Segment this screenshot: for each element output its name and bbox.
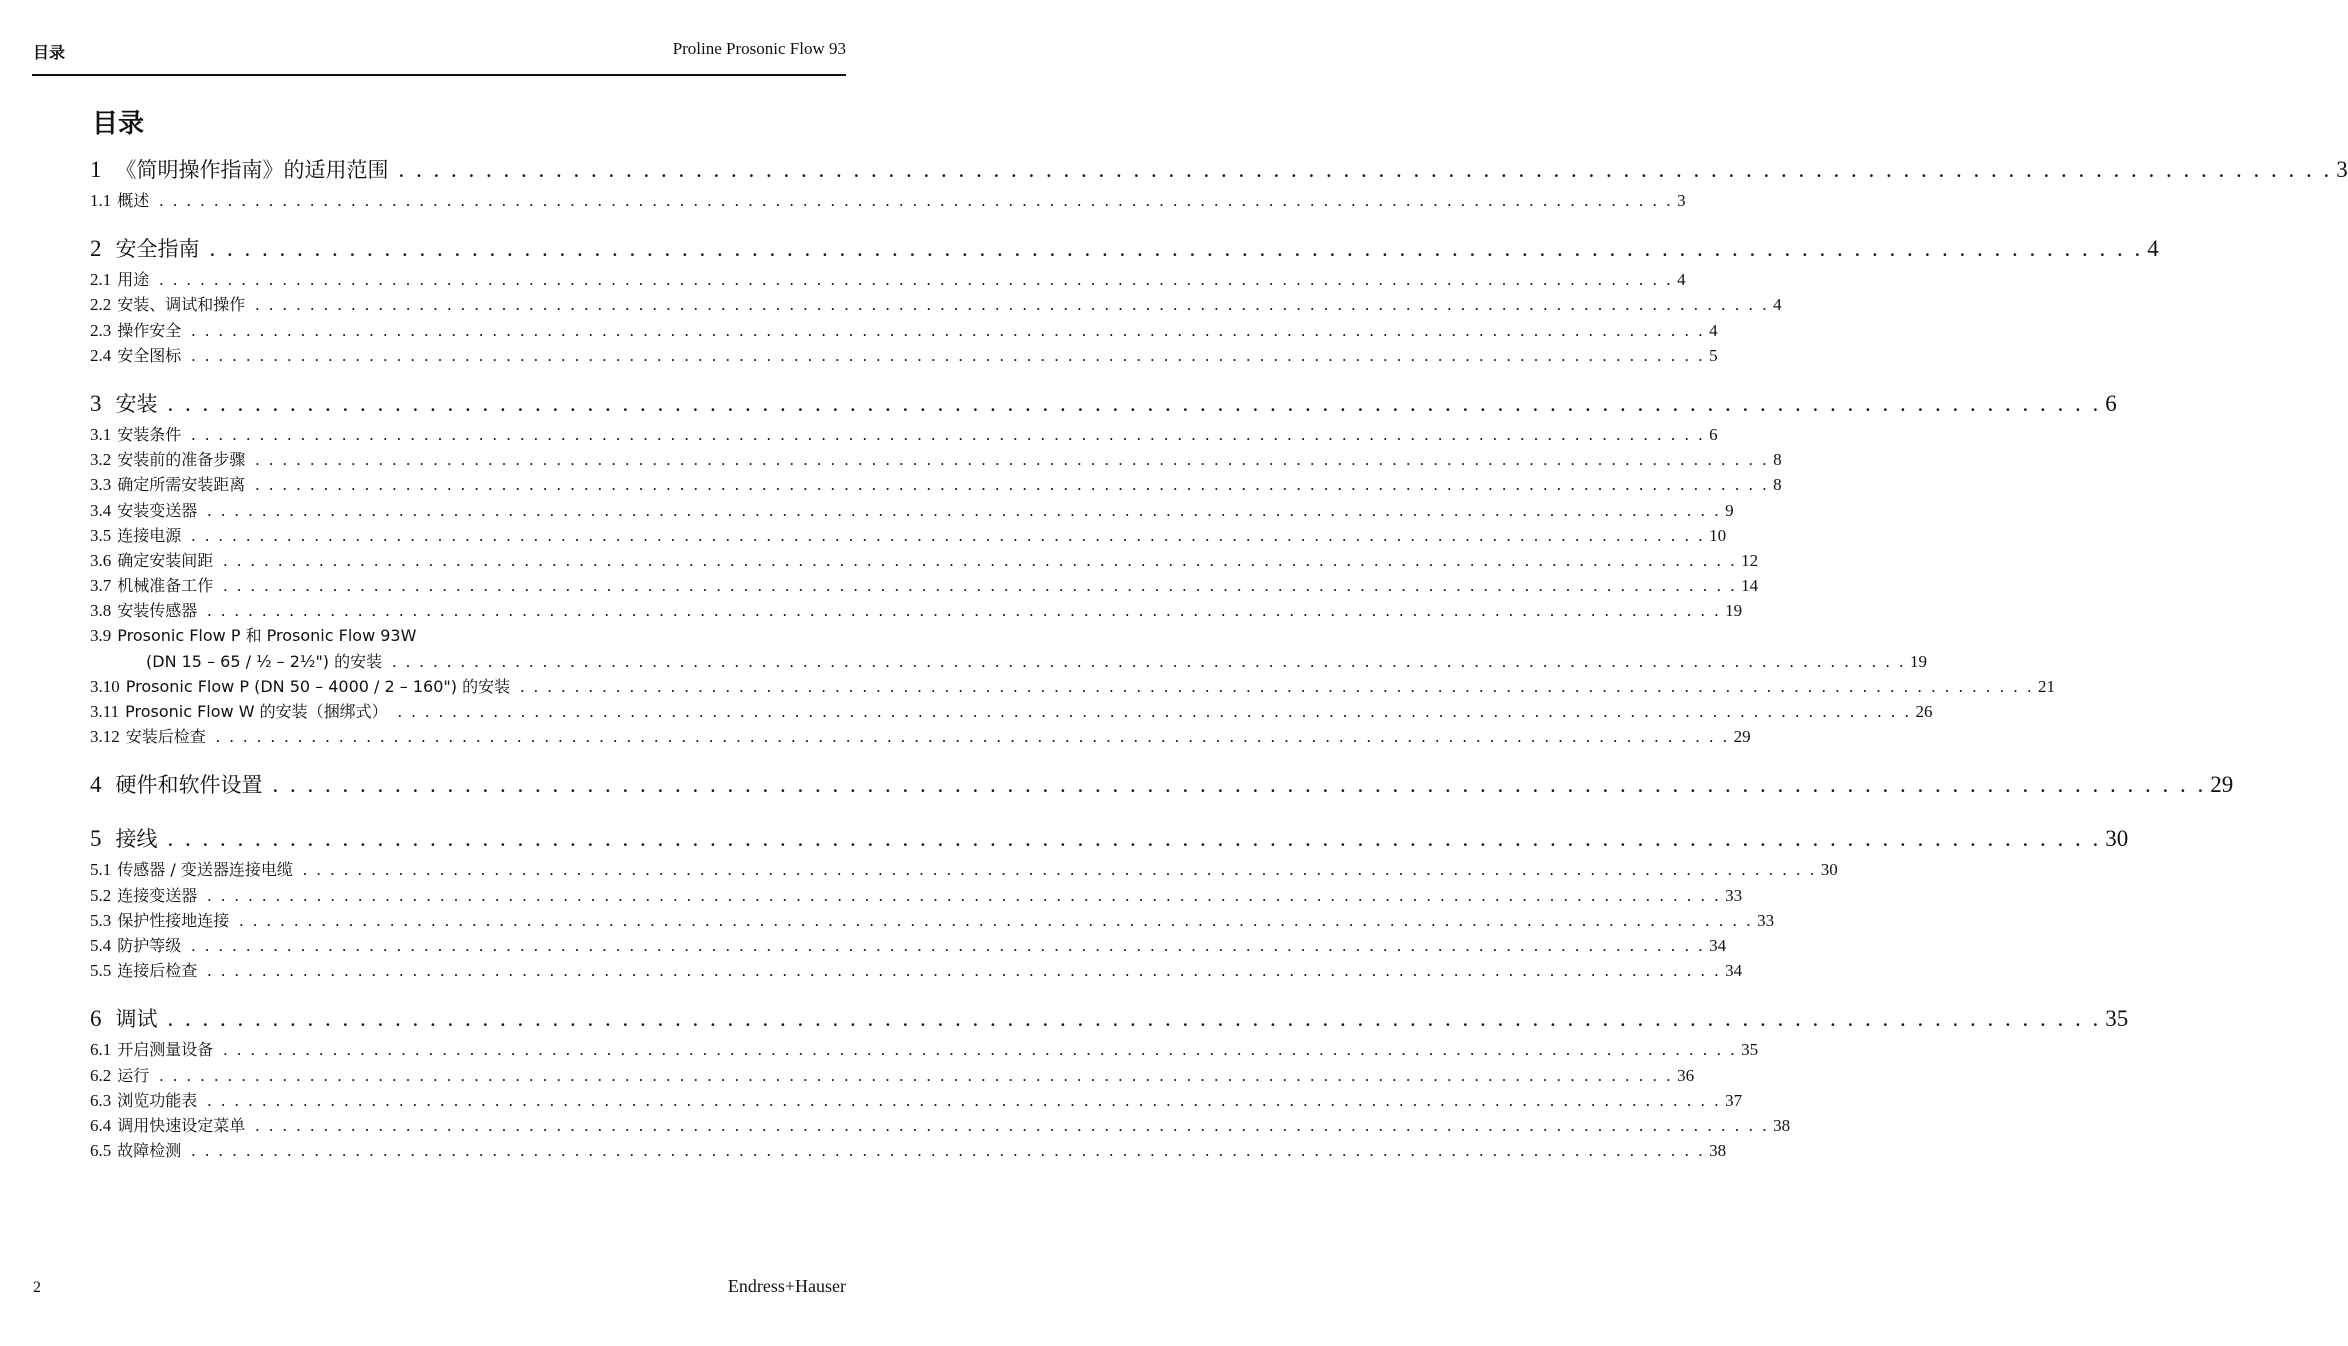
toc-entry-title: 硬件和软件设置 (115, 773, 263, 798)
toc-title: 目录 (92, 109, 145, 139)
toc-dot-leader: . . . . . . . . . . . . . . . . . . . . . . . . . . . . . . . . . . . . . . . . . . . . . . . . . . . . . . . . . . . . . . . . . . . . . . . . . . . . . . . . . . . . . . . . . . . . . . . . . . . . . . . . . . . . . . . (207, 885, 1722, 905)
toc-dot-leader: . . . . . . . . . . . . . . . . . . . . . . . . . . . . . . . . . . . . . . . . . . . . . . . . . . . . . . . . . . . . . . . . . . . . . . . . . . . . . . . . . . . . . . . . . . . . . . . . . . . . . . . . . . . . . . . (239, 910, 1754, 930)
toc-entry-page: 38 (1709, 1141, 1727, 1161)
toc-entry-title: 确定所需安装距离 (117, 475, 246, 495)
toc-dot-leader: . . . . . . . . . . . . . . . . . . . . . . . . . . . . . . . . . . . . . . . . . . . . . . . . . . . . . . . . . . . . . . . . . . . . . . . . . . . . . . . . . . . . . . . . . . . . . . . . . . . . . . . . . . . . . . . (223, 1040, 1738, 1060)
toc-entry-title: 确定安装间距 (117, 550, 214, 570)
toc-entry-page: 9 (1725, 500, 1734, 520)
toc-entry-title: 连接电源 (117, 525, 182, 545)
toc-section (90, 388, 2117, 749)
toc-entry-page: 5 (1709, 345, 1718, 365)
toc-subsection-entry[interactable] (90, 958, 1743, 983)
toc-entry-page: 19 (1910, 651, 1927, 671)
toc-entry-title: Prosonic Flow W 的安装（捆绑式） (125, 702, 388, 721)
toc-subsection-entry[interactable] (90, 292, 1782, 317)
toc-entry-title: 安装后检查 (125, 727, 206, 747)
toc-dot-leader: . . . . . . . . . . . . . . . . . . . . . . . . . . . . . . . . . . . . . . . . . . . . . . . . . . . . . . . . . . . . . . . . . . . . . . . . . . . . . . . . . . . . . . . . . . . . . . . . . . . . . . . . . . . . . . . (167, 826, 2102, 852)
toc-dot-leader: . . . . . . . . . . . . . . . . . . . . . . . . . . . . . . . . . . . . . . . . . . . . . . . . . . . . . . . . . . . . . . . . . . . . . . . . . . . . . . . . . . . . . . . . . . . . . . . . . . . . . . . . . . . . . . . (215, 727, 1730, 747)
toc-entry-number: 2 (90, 236, 102, 262)
toc-entry-number: 2.2 (90, 295, 112, 315)
toc-chapter-entry[interactable] (90, 769, 2234, 803)
toc-chapter-entry[interactable] (90, 823, 2129, 857)
toc-entry-title: 安全指南 (115, 237, 200, 262)
toc-entry-page: 3 (2336, 157, 2348, 182)
toc-entry-number: 1 (90, 157, 102, 182)
toc-subsection-entry[interactable] (90, 883, 1743, 908)
toc-entry-number: 6.1 (90, 1040, 112, 1060)
toc-entry-title: Prosonic Flow P (DN 50 – 4000 / 2 – 160") 的安装 (125, 676, 511, 696)
toc-dot-leader: . . . . . . . . . . . . . . . . . . . . . . . . . . . . . . . . . . . . . . . . . . . . . . . . . . . . . . . . . . . . . . . . . . . . . . . . . . . . . . . . . . . . . . . . . . . . . . . . . . . . . . . . . . . . . . . (167, 1006, 2102, 1032)
toc-entry-number: 1.1 (90, 191, 112, 210)
toc-entry-page: 34 (1709, 935, 1727, 955)
toc-subsection-entry[interactable] (90, 498, 1734, 523)
toc-entry-number: 2.4 (90, 345, 112, 365)
toc-subsection-entry[interactable] (90, 1088, 1743, 1113)
toc-entry-title: 安装前的准备步骤 (117, 450, 246, 470)
toc-section (90, 823, 2129, 983)
toc-subsection-entry[interactable] (90, 472, 1782, 497)
toc-section (90, 154, 2348, 213)
toc-dot-leader: . . . . . . . . . . . . . . . . . . . . . . . . . . . . . . . . . . . . . . . . . . . . . . . . . . . . . . . . . . . . . . . . . . . . . . . . . . . . . . . . . . . . . . . . . . . . . . . . . . . . . . . . . . . . . . . (167, 390, 2102, 416)
toc-entry-page: 30 (2105, 826, 2129, 852)
toc-subsection-entry[interactable] (90, 1113, 1791, 1138)
toc-entry-title: 操作安全 (117, 320, 182, 340)
toc-dot-leader: . . . . . . . . . . . . . . . . . . . . . . . . . . . . . . . . . . . . . . . . . . . . . . . . . . . . . . . . . . . . . . . . . . . . . . . . . . . . . . . . . . . . . . . . . . . . . . . . . . . . . . . . . . . . . . . (159, 191, 1674, 210)
toc-subsection-entry[interactable] (90, 343, 1718, 368)
toc-subsection-entry[interactable] (90, 649, 1927, 674)
toc-dot-leader: . . . . . . . . . . . . . . . . . . . . . . . . . . . . . . . . . . . . . . . . . . . . . . . . . . . . . . . . . . . . . . . . . . . . . . . . . . . . . . . . . . . . . . . . . . . . . . . . . . . . . . . . . . . . . . . (191, 935, 1706, 955)
toc-entry-page: 19 (1725, 601, 1743, 621)
toc-dot-leader: . . . . . . . . . . . . . . . . . . . . . . . . . . . . . . . . . . . . . . . . . . . . . . . . . . . . . . . . . . . . . . . . . . . . . . . . . . . . . . . . . . . . . . . . . . . . . . . . . . . . . . . . . . . . . . . (209, 236, 2144, 262)
toc-dot-leader: . . . . . . . . . . . . . . . . . . . . . . . . . . . . . . . . . . . . . . . . . . . . . . . . . . . . . . . . . . . . . . . . . . . . . . . . . . . . . . . . . . . . . . . . . . . . . . . . . . . . . . . . . . . . . . . (223, 576, 1738, 596)
footer-brand: Endress+Hauser (727, 1276, 846, 1296)
toc-subsection-entry[interactable] (90, 447, 1782, 472)
toc-subsection-entry[interactable] (90, 548, 1759, 573)
toc-subsection-entry[interactable] (90, 674, 2055, 699)
toc-entry-page: 4 (2147, 236, 2159, 262)
toc-entry-title: 安装条件 (117, 424, 182, 444)
toc-entry-number: 3.9 (90, 626, 112, 646)
toc-entry-page: 29 (2210, 772, 2234, 798)
toc-section (90, 233, 2159, 368)
toc-entry-page: 6 (1709, 424, 1718, 444)
toc-entry-page: 35 (2105, 1006, 2129, 1032)
toc-subsection-entry[interactable] (90, 908, 1775, 933)
toc-dot-leader: . . . . . . . . . . . . . . . . . . . . . . . . . . . . . . . . . . . . . . . . . . . . . . . . . . . . . . . . . . . . . . . . . . . . . . . . . . . . . . . . . . . . . . . . . . . . . . . . . . . . . . . . . . . . . . . (191, 320, 1706, 340)
toc-entry-title: (DN 15 – 65 / ½ – 2½") 的安装 (146, 651, 383, 671)
toc-entry-number: 6.5 (90, 1141, 112, 1161)
toc-dot-leader: . . . . . . . . . . . . . . . . . . . . . . . . . . . . . . . . . . . . . . . . . . . . . . . . . . . . . . . . . . . . . . . . . . . . . . . . . . . . . . . . . . . . . . . . . . . . . . . . . . . . . . . . . . . . . . . (255, 1115, 1770, 1135)
toc-dot-leader: . . . . . . . . . . . . . . . . . . . . . . . . . . . . . . . . . . . . . . . . . . . . . . . . . . . . . . . . . . . . . . . . . . . . . . . . . . . . . . . . . . . . . . . . . . . . . . . . . . . . . . . . . . . . . . . (191, 1141, 1706, 1161)
toc-entry-page: 4 (1773, 295, 1782, 315)
toc-entry-number: 3.5 (90, 525, 112, 545)
toc-dot-leader: . . . . . . . . . . . . . . . . . . . . . . . . . . . . . . . . . . . . . . . . . . . . . . . . . . . . . . . . . . . . . . . . . . . . . . . . . . . . . . . . . . . . . . . . . . . . . . . . . . . . . . . . . . . . . . . (255, 450, 1770, 470)
toc-entry-page: 33 (1757, 910, 1775, 930)
toc-dot-leader: . . . . . . . . . . . . . . . . . . . . . . . . . . . . . . . . . . . . . . . . . . . . . . . . . . . . . . . . . . . . . . . . . . . . . . . . . . . . . . . . . . . . . . . . . . . . . . . . . . . . . . . . . . . . . . . (191, 525, 1706, 545)
toc-dot-leader: . . . . . . . . . . . . . . . . . . . . . . . . . . . . . . . . . . . . . . . . . . . . . . . . . . . . . . . . . . . . . . . . . . . . . . . . . . . . . . . . . . . . . . . . . . . . . . . . . . . . . . . . . . . . . . . (159, 270, 1674, 290)
toc-entry-page: 8 (1773, 475, 1782, 495)
toc-entry-title: 安装、调试和操作 (117, 295, 246, 315)
toc-entry-number: 3.6 (90, 550, 112, 570)
running-header-right: Proline Prosonic Flow 93 (672, 39, 846, 58)
toc-entry-title: 机械准备工作 (117, 576, 214, 596)
toc-entry-number: 3.7 (90, 576, 112, 596)
toc-dot-leader: . . . . . . . . . . . . . . . . . . . . . . . . . . . . . . . . . . . . . . . . . . . . . . . . . . . . . . . . . . . . . . . . . . . . . . . . . . . . . . . . . . . . . . . . . . . . . . . . . . . . . . . . . . . . . . . (207, 500, 1722, 520)
toc-entry-page: 37 (1725, 1090, 1743, 1110)
toc-subsection-entry[interactable] (90, 188, 1686, 213)
toc-entry-page: 14 (1741, 576, 1759, 596)
toc-entry-page: 29 (1733, 727, 1751, 747)
toc-dot-leader: . . . . . . . . . . . . . . . . . . . . . . . . . . . . . . . . . . . . . . . . . . . . . . . . . . . . . . . . . . . . . . . . . . . . . . . . . . . . . . . . . . . . . . . . . . . . . . . . . . . . . . . . . . . . . . . (302, 860, 1817, 880)
toc-entry-number: 3.3 (90, 475, 112, 495)
header-rule (32, 74, 846, 76)
toc-entry-number: 5.5 (90, 961, 112, 981)
toc-dot-leader: . . . . . . . . . . . . . . . . . . . . . . . . . . . . . . . . . . . . . . . . . . . . . . . . . . . . . . . . . . . . . . . . . . . . . . . . . . . . . . . . . . . . . . . . . . . . . . . . . . . . . . . . . . . . . . . (223, 550, 1738, 570)
toc-entry-number: 5.4 (90, 935, 112, 955)
toc-subsection-entry[interactable] (90, 422, 1718, 447)
toc-entry-number: 5 (90, 826, 102, 852)
toc-entry-number: 2.3 (90, 320, 112, 340)
toc-dot-leader: . . . . . . . . . . . . . . . . . . . . . . . . . . . . . . . . . . . . . . . . . . . . . . . . . . . . . . . . . . . . . . . . . . . . . . . . . . . . . . . . . . . . . . . . . . . . . . . . . . . . . . . . . . . . . . . (191, 345, 1706, 365)
toc-entry-page: 36 (1677, 1065, 1695, 1085)
toc-entry-page: 3 (1677, 191, 1686, 210)
toc-subsection-entry[interactable] (90, 573, 1759, 598)
toc-entry-title: 连接后检查 (117, 961, 198, 981)
toc-dot-leader: . . . . . . . . . . . . . . . . . . . . . . . . . . . . . . . . . . . . . . . . . . . . . . . . . . . . . . . . . . . . . . . . . . . . . . . . . . . . . . . . . . . . . . . . . . . . . . . . . . . . . . . . . . . . . . . (392, 651, 1906, 671)
toc-entry-number: 3.12 (90, 727, 120, 747)
toc-entry-page: 34 (1725, 961, 1743, 981)
toc-entry-page: 12 (1741, 550, 1759, 570)
toc-entry-title: 连接变送器 (117, 885, 198, 905)
toc-entry-number: 3.10 (90, 676, 120, 696)
toc-entry-number: 4 (90, 772, 102, 798)
toc-entry-number: 2.1 (90, 270, 112, 290)
toc-dot-leader: . . . . . . . . . . . . . . . . . . . . . . . . . . . . . . . . . . . . . . . . . . . . . . . . . . . . . . . . . . . . . . . . . . . . . . . . . . . . . . . . . . . . . . . . . . . . . . . . . . . . . . . . . . . . . . . (255, 475, 1770, 495)
toc-subsection-entry[interactable] (90, 857, 1838, 882)
toc-dot-leader: . . . . . . . . . . . . . . . . . . . . . . . . . . . . . . . . . . . . . . . . . . . . . . . . . . . . . . . . . . . . . . . . . . . . . . . . . . . . . . . . . . . . . . . . . . . . . . . . . . . . . . . . . . . . . . . (191, 424, 1706, 444)
toc-entry-title: 《简明操作指南》的适用范围 (115, 158, 389, 182)
toc-dot-leader: . . . . . . . . . . . . . . . . . . . . . . . . . . . . . . . . . . . . . . . . . . . . . . . . . . . . . . . . . . . . . . . . . . . . . . . . . . . . . . . . . . . . . . . . . . . . . . . . . . . . . . . . . . . . . . . (207, 601, 1722, 621)
toc-subsection-entry[interactable] (90, 318, 1718, 343)
toc-subsection-entry[interactable] (90, 267, 1686, 292)
toc-chapter-entry[interactable] (90, 154, 2348, 188)
toc-dot-leader: . . . . . . . . . . . . . . . . . . . . . . . . . . . . . . . . . . . . . . . . . . . . . . . . . . . . . . . . . . . . . . . . . . . . . . . . . . . . . . . . . . . . . . . . . . . . . . . . . . . . . . . . . . . . . . . (398, 157, 2333, 182)
toc-chapter-entry[interactable] (90, 388, 2117, 422)
toc-entry-title: 防护等级 (117, 935, 182, 955)
toc-entry-title: 传感器 / 变送器连接电缆 (117, 860, 293, 880)
toc-entry-page: 6 (2105, 390, 2117, 416)
toc-entry-page: 10 (1709, 525, 1727, 545)
toc-entry-number: 3.8 (90, 601, 112, 621)
toc-entry-title: 运行 (117, 1065, 150, 1085)
toc-entry-page: 4 (1709, 320, 1718, 340)
toc-entry-title: 调用快速设定菜单 (117, 1115, 246, 1135)
toc-entry-page: 21 (2037, 676, 2055, 696)
toc-section (90, 1003, 2129, 1163)
toc-entry-title: 用途 (117, 270, 150, 290)
toc-entry-number: 3.1 (90, 424, 112, 444)
toc-subsection-entry[interactable] (90, 724, 1751, 749)
toc-entry-number: 5.3 (90, 910, 112, 930)
toc-subsection-entry[interactable] (90, 933, 1727, 958)
toc-entry-page: 33 (1725, 885, 1743, 905)
toc-entry-number: 3.11 (90, 702, 120, 721)
toc-entry-number: 3.2 (90, 450, 112, 470)
toc-entry-number: 3 (90, 390, 102, 416)
toc-section (90, 769, 2234, 803)
toc-subsection-entry[interactable] (90, 1138, 1727, 1163)
toc-entry-number: 6.2 (90, 1065, 112, 1085)
toc-entry-title: 开启测量设备 (117, 1040, 214, 1060)
toc-entry-number: 6 (90, 1006, 102, 1032)
toc-entry-title: 安装传感器 (117, 601, 198, 621)
toc-dot-leader: . . . . . . . . . . . . . . . . . . . . . . . . . . . . . . . . . . . . . . . . . . . . . . . . . . . . . . . . . . . . . . . . . . . . . . . . . . . . . . . . . . . . . . . . . . . . . . . . . . . . . . . . . . . . . . . (272, 772, 2207, 798)
toc-entry-title: 安全图标 (117, 345, 182, 365)
toc-chapter-entry[interactable] (90, 1003, 2129, 1037)
toc-entry-title: 概述 (117, 191, 150, 210)
toc-entry-page: 38 (1773, 1115, 1791, 1135)
toc-subsection-entry[interactable] (90, 523, 1727, 548)
toc-entry-number: 6.4 (90, 1115, 112, 1135)
toc-entry-number: 5.2 (90, 885, 112, 905)
toc-entry-title: Prosonic Flow P 和 Prosonic Flow 93W (117, 626, 417, 646)
toc-subsection-entry[interactable] (90, 1037, 1759, 1062)
toc-entry-page: 26 (1915, 702, 1933, 721)
toc-entry-title: 安装 (115, 391, 158, 416)
toc-entry-title: 调试 (115, 1007, 158, 1032)
toc-dot-leader: . . . . . . . . . . . . . . . . . . . . . . . . . . . . . . . . . . . . . . . . . . . . . . . . . . . . . . . . . . . . . . . . . . . . . . . . . . . . . . . . . . . . . . . . . . . . . . . . . . . . . . . . . . . . . . . (207, 961, 1722, 981)
toc-subsection-entry[interactable] (90, 699, 1933, 724)
toc-dot-leader: . . . . . . . . . . . . . . . . . . . . . . . . . . . . . . . . . . . . . . . . . . . . . . . . . . . . . . . . . . . . . . . . . . . . . . . . . . . . . . . . . . . . . . . . . . . . . . . . . . . . . . . . . . . . . . . (397, 702, 1912, 721)
toc-entry-page: 30 (1820, 860, 1838, 880)
toc-subsection-entry[interactable] (90, 623, 846, 648)
toc-entry-title: 保护性接地连接 (117, 910, 230, 930)
toc-entry-page: 4 (1677, 270, 1686, 290)
toc-entry-title: 故障检测 (117, 1141, 182, 1161)
toc-subsection-entry[interactable] (90, 1063, 1695, 1088)
footer-page-number: 2 (33, 1279, 41, 1296)
toc-dot-leader: . . . . . . . . . . . . . . . . . . . . . . . . . . . . . . . . . . . . . . . . . . . . . . . . . . . . . . . . . . . . . . . . . . . . . . . . . . . . . . . . . . . . . . . . . . . . . . . . . . . . . . . . . . . . . . . (255, 295, 1770, 315)
toc-dot-leader: . . . . . . . . . . . . . . . . . . . . . . . . . . . . . . . . . . . . . . . . . . . . . . . . . . . . . . . . . . . . . . . . . . . . . . . . . . . . . . . . . . . . . . . . . . . . . . . . . . . . . . . . . . . . . . . (159, 1065, 1674, 1085)
toc-dot-leader: . . . . . . . . . . . . . . . . . . . . . . . . . . . . . . . . . . . . . . . . . . . . . . . . . . . . . . . . . . . . . . . . . . . . . . . . . . . . . . . . . . . . . . . . . . . . . . . . . . . . . . . . . . . . . . . (207, 1090, 1722, 1110)
toc-entry-number: 3.4 (90, 500, 112, 520)
toc-entry-page: 8 (1773, 450, 1782, 470)
toc-entry-title: 安装变送器 (117, 500, 198, 520)
toc-entry-title: 浏览功能表 (117, 1090, 198, 1110)
toc-dot-leader: . . . . . . . . . . . . . . . . . . . . . . . . . . . . . . . . . . . . . . . . . . . . . . . . . . . . . . . . . . . . . . . . . . . . . . . . . . . . . . . . . . . . . . . . . . . . . . . . . . . . . . . . . . . . . . . (520, 676, 2034, 696)
toc-entry-number: 5.1 (90, 860, 112, 880)
toc-chapter-entry[interactable] (90, 233, 2159, 267)
toc-entry-title: 接线 (115, 827, 158, 852)
running-header-left: 目录 (33, 43, 66, 62)
toc-entry-number: 6.3 (90, 1090, 112, 1110)
toc-subsection-entry[interactable] (90, 598, 1743, 623)
toc-entry-page: 35 (1741, 1040, 1759, 1060)
table-of-contents (90, 154, 2348, 1183)
